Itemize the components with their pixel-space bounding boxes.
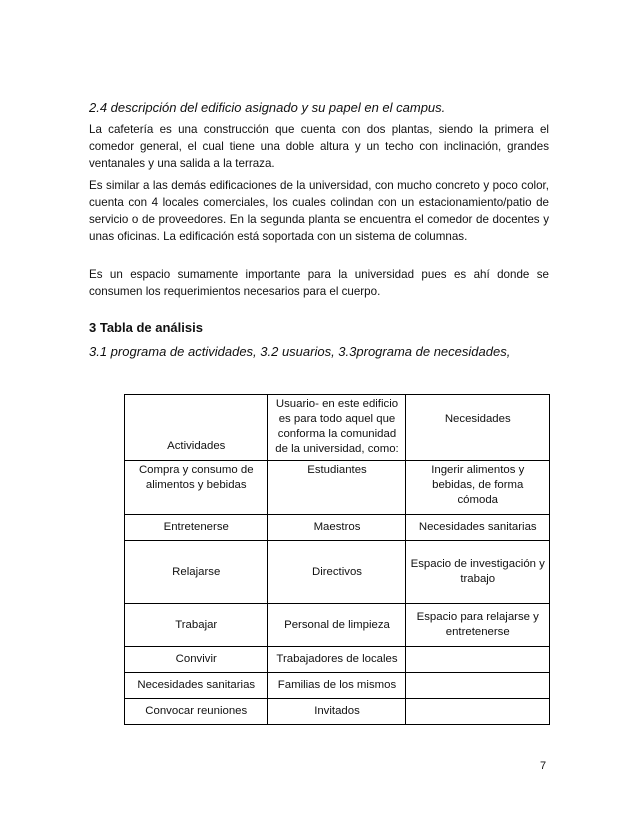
paragraph-1: La cafetería es una construcción que cuenta con dos plantas, siendo la primera el comedor general, el cual tiene una doble altura y un techo con inclinación, grandes ventanales y una salida a la terraza. bbox=[89, 123, 549, 170]
table-cell bbox=[406, 673, 550, 699]
table-cell: Relajarse bbox=[125, 541, 268, 604]
table-cell: Convivir bbox=[125, 647, 268, 673]
header-necesidades: Necesidades bbox=[406, 395, 550, 461]
table-row bbox=[125, 515, 550, 541]
header-usuario: Usuario- en este edificio es para todo aquel que conforma la comunidad de la universidad, como: bbox=[268, 395, 406, 461]
table-row bbox=[125, 647, 550, 673]
section-subheading-3: 3.1 programa de actividades, 3.2 usuarios, 3.3programa de necesidades, bbox=[89, 344, 511, 359]
table-row bbox=[125, 673, 550, 699]
table-cell: Directivos bbox=[268, 541, 406, 604]
table-cell: Espacio para relajarse y entretenerse bbox=[406, 604, 550, 647]
table-cell: Compra y consumo de alimentos y bebidas bbox=[125, 461, 268, 515]
page-number: 7 bbox=[540, 760, 547, 772]
table-cell: Trabajar bbox=[125, 604, 268, 647]
table-cell bbox=[406, 699, 550, 725]
paragraph-2: Es similar a las demás edificaciones de la universidad, con mucho concreto y poco color, cuenta con 4 locales comerciales, los cuales colindan con un estacionamiento/patio de servicio o de proveedores. En la segunda planta se encuentra el comedor de docentes y unas oficinas. La edificación está soportada con un sistema de columnas. bbox=[89, 179, 549, 243]
section-heading-3: 3 Tabla de análisis bbox=[89, 320, 203, 335]
table-cell: Maestros bbox=[268, 515, 406, 541]
table-cell: Estudiantes bbox=[268, 461, 406, 515]
table-cell: Necesidades sanitarias bbox=[125, 673, 268, 699]
table-cell: Familias de los mismos bbox=[268, 673, 406, 699]
paragraph-3: Es un espacio sumamente importante para la universidad pues es ahí donde se consumen los requerimientos necesarios para el cuerpo. bbox=[89, 268, 549, 298]
table-cell: Trabajadores de locales bbox=[268, 647, 406, 673]
table-cell bbox=[406, 647, 550, 673]
table-cell: Necesidades sanitarias bbox=[406, 515, 550, 541]
table-row bbox=[125, 461, 550, 515]
table-row bbox=[125, 699, 550, 725]
table-header-row bbox=[125, 395, 550, 461]
analysis-table bbox=[124, 394, 550, 725]
table-cell: Espacio de investigación y trabajo bbox=[406, 541, 550, 604]
table-row bbox=[125, 541, 550, 604]
table-row bbox=[125, 604, 550, 647]
section-heading-2-4: 2.4 descripción del edificio asignado y su papel en el campus. bbox=[89, 100, 446, 115]
header-actividades: Actividades bbox=[125, 395, 268, 461]
table-cell: Convocar reuniones bbox=[125, 699, 268, 725]
table-cell: Entretenerse bbox=[125, 515, 268, 541]
table-cell: Invitados bbox=[268, 699, 406, 725]
table-cell: Personal de limpieza bbox=[268, 604, 406, 647]
table-cell: Ingerir alimentos y bebidas, de forma cómoda bbox=[406, 461, 550, 515]
